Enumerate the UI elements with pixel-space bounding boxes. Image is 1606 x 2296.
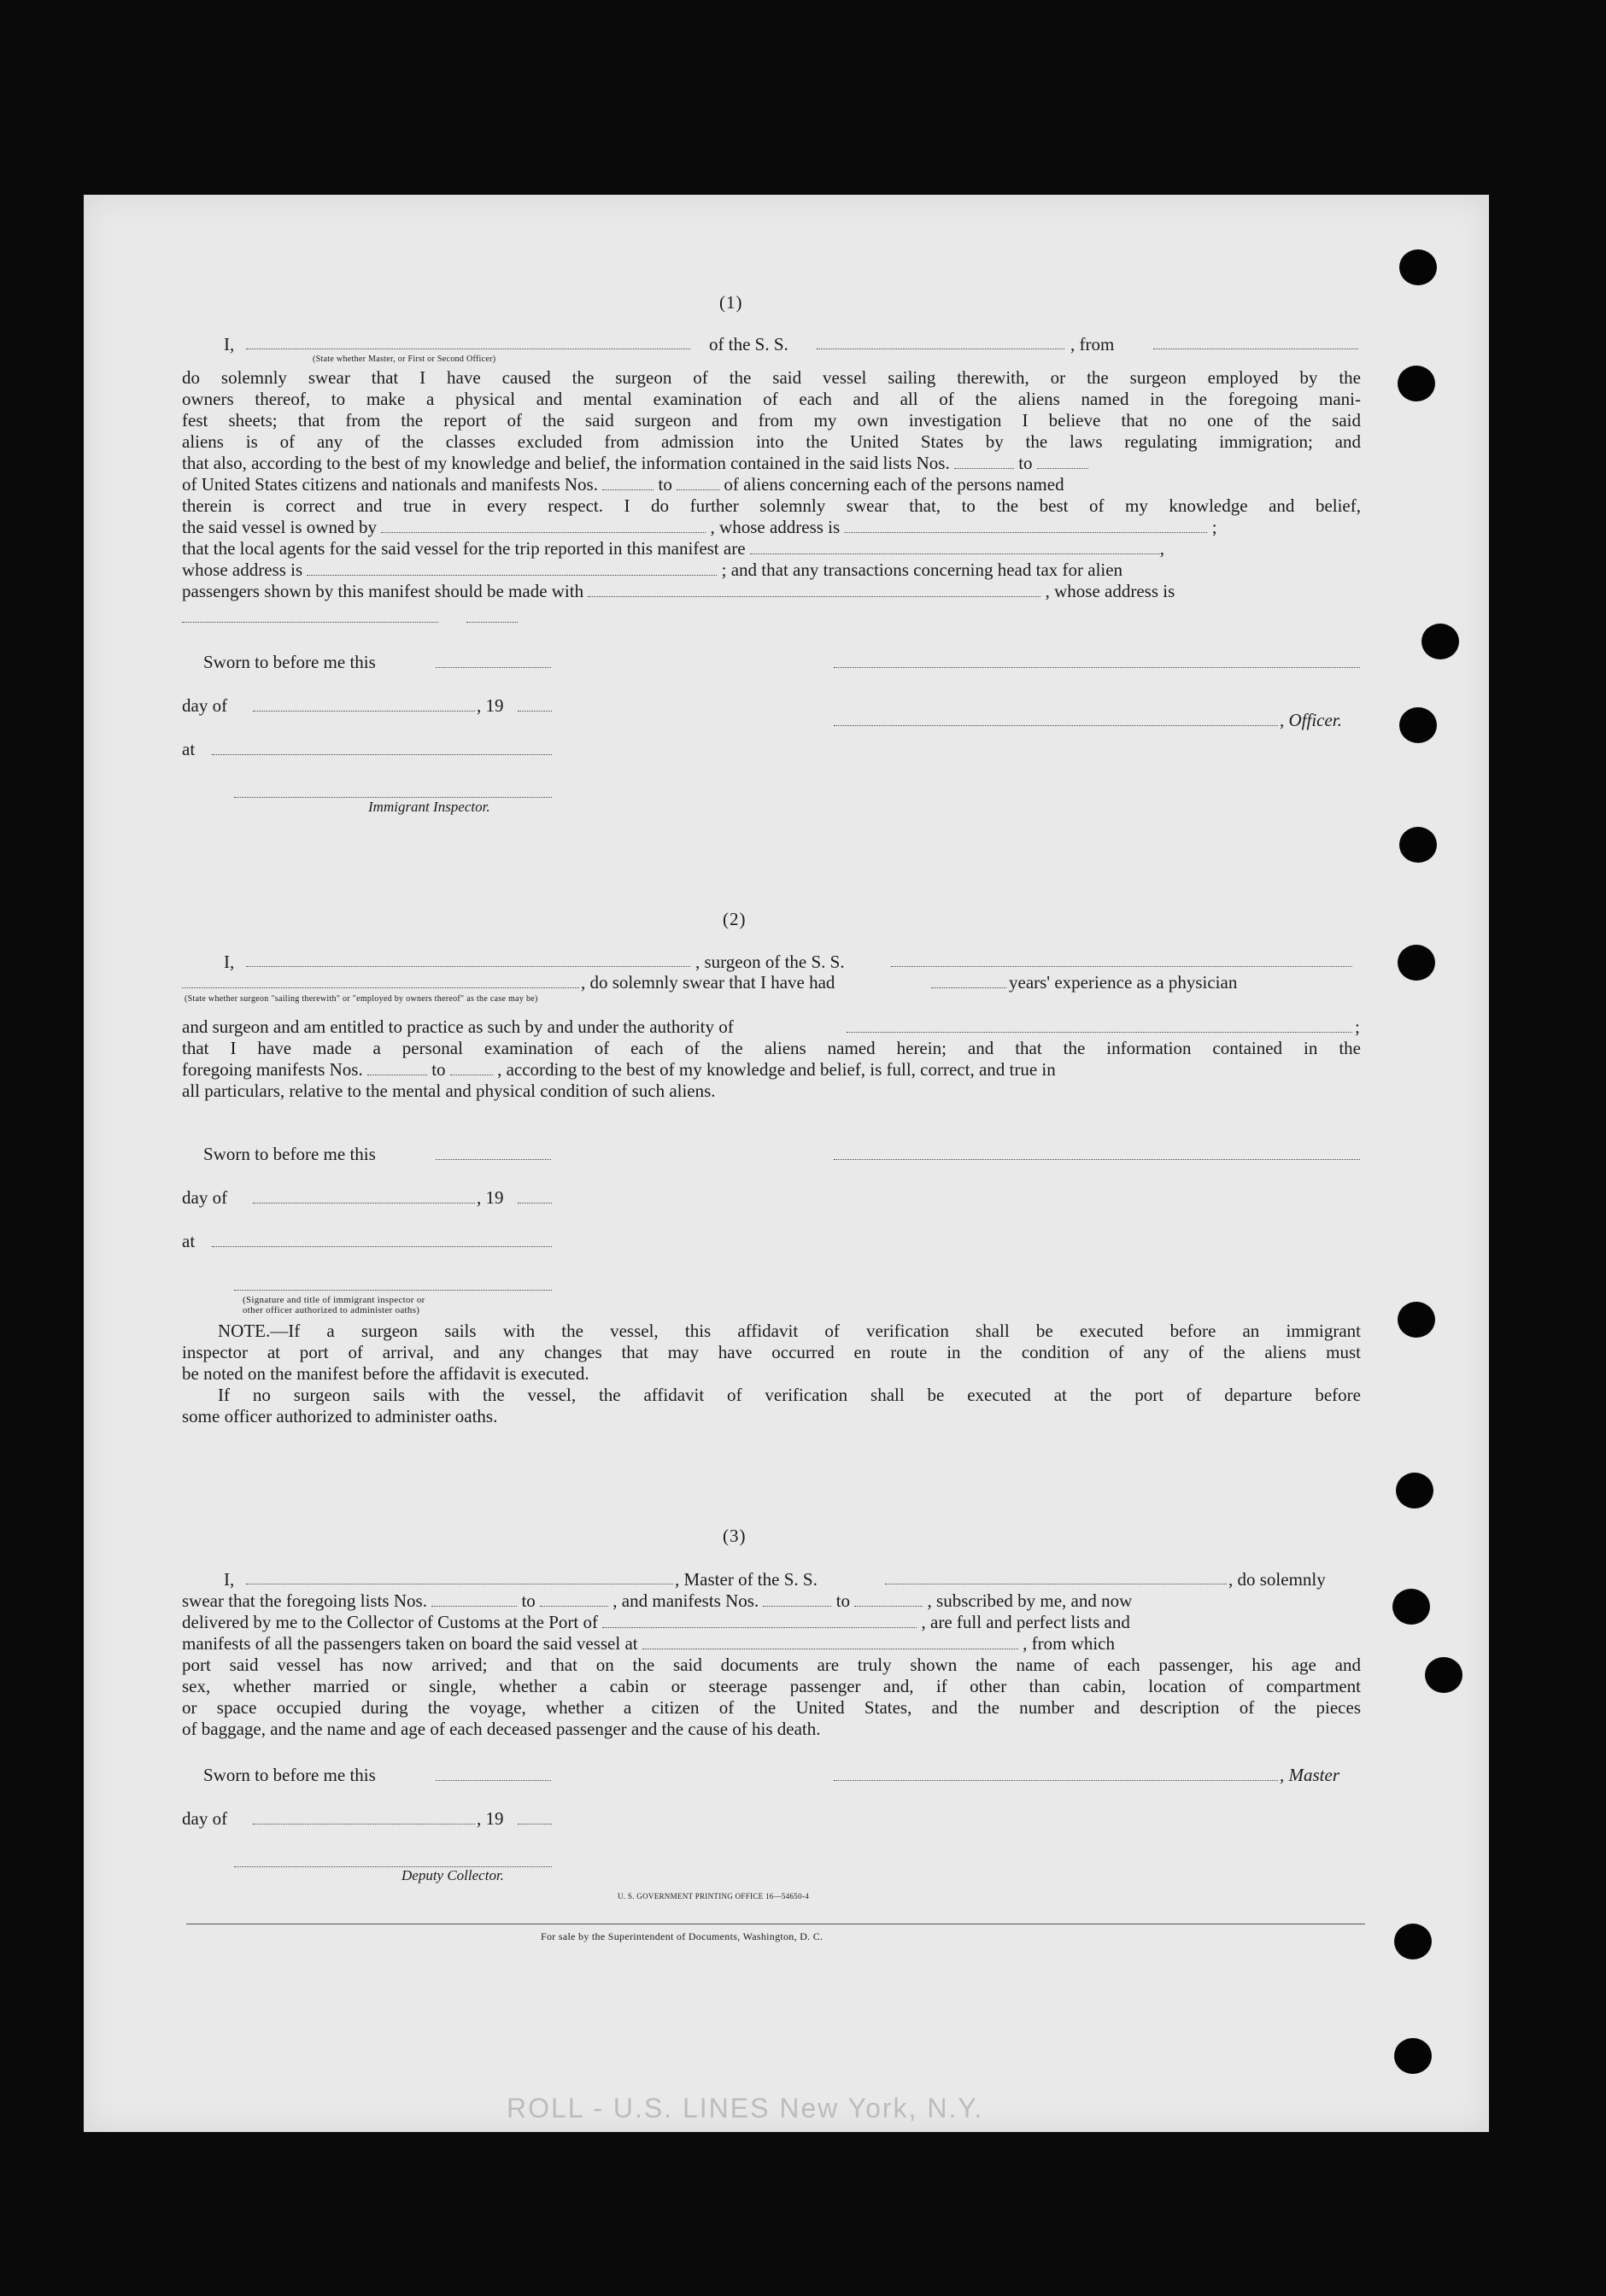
s1-aliens-text: of aliens concerning each of the persons named <box>724 474 1064 495</box>
s1-to-label: to <box>1018 453 1033 473</box>
s2-sworn-label: Sworn to before me this <box>203 1144 376 1164</box>
s1-year-label: , 19 <box>477 695 504 716</box>
s3-line: sex, whether married or single, whether a cabin or steerage passenger and, if other than cabin, location of compartment <box>182 1676 1361 1696</box>
s2-years-field[interactable] <box>931 987 1006 988</box>
stamp-text-2: New York, N.Y. <box>779 2093 984 2123</box>
s3-subscribed-text: , subscribed by me, and now <box>927 1590 1133 1611</box>
s1-whose-address-text-2: , whose address is <box>1045 581 1175 601</box>
s3-line-port <box>182 1612 1361 1633</box>
s1-address-text: , whose address is <box>710 517 841 537</box>
s3-master-label: , Master <box>1280 1765 1339 1785</box>
s3-to-label-2: to <box>835 1590 851 1611</box>
s1-from-field[interactable] <box>1153 348 1358 349</box>
s3-to-label: to <box>521 1590 536 1611</box>
s3-master-of-label: , Master of the S. S. <box>675 1569 818 1590</box>
s1-year-field[interactable] <box>518 711 552 712</box>
s1-at-field[interactable] <box>212 754 552 755</box>
note-line: be noted on the manifest before the affidavit is executed. <box>182 1363 589 1384</box>
s1-agents-field[interactable] <box>750 541 1160 554</box>
s3-list-from-field[interactable] <box>431 1593 517 1607</box>
s3-list-to-field[interactable] <box>540 1593 608 1607</box>
microfilm-stamp <box>507 2093 983 2124</box>
sale-notice: For sale by the Superintendent of Documents, Washington, D. C. <box>541 1930 824 1942</box>
s1-officer-name-field[interactable] <box>246 348 690 349</box>
note-line: If no surgeon sails with the vessel, the affidavit of verification shall be executed at the port of departure before <box>218 1385 1361 1405</box>
form-sheet <box>84 195 1489 2132</box>
s1-inspector-label: Immigrant Inspector. <box>368 799 490 815</box>
note-line: NOTE.—If a surgeon sails with the vessel, this affidavit of verification shall be executed before an immigrant <box>218 1321 1361 1341</box>
s2-i-label: I, <box>224 952 235 972</box>
s1-owner-address-field[interactable] <box>844 519 1207 533</box>
s1-inspector-signature-field[interactable] <box>234 797 552 798</box>
s1-agents-address-field[interactable] <box>307 562 717 576</box>
s3-sworn-day-field[interactable] <box>436 1780 551 1781</box>
s3-line: or space occupied during the voyage, whether a citizen of the United States, and the number and description of the pieces <box>182 1697 1361 1718</box>
s2-authority-label: and surgeon and am entitled to practice as such by and under the authority of <box>182 1016 734 1037</box>
s1-semicolon: ; <box>1211 517 1217 537</box>
s1-officer-label: , Officer. <box>1280 710 1342 730</box>
s3-line: of baggage, and the name and age of each deceased passenger and the cause of his death. <box>182 1719 821 1739</box>
s1-i-label: I, <box>224 334 235 354</box>
s3-manifest-from-field[interactable] <box>763 1593 831 1607</box>
s3-line-lists <box>182 1590 1361 1612</box>
section-number: (1) <box>719 292 743 313</box>
s1-line: owners thereof, to make a physical and mental examination of each and all of the aliens named in the foregoing mani- <box>182 389 1361 409</box>
punch-hole-icon <box>1392 1589 1430 1625</box>
s1-line: fest sheets; that from the report of the said surgeon and from my own investigation I believe that no one of the said <box>182 410 1361 430</box>
gpo-imprint: U. S. GOVERNMENT PRINTING OFFICE 16—54650-4 <box>618 1892 809 1901</box>
s1-to-label: to <box>658 474 672 495</box>
punch-hole-icon <box>1394 2038 1432 2074</box>
s1-from-label: , from <box>1070 334 1115 354</box>
s3-port-field[interactable] <box>602 1614 917 1628</box>
s1-owned-text: the said vessel is owned by <box>182 517 378 537</box>
s3-from-which-text: , from which <box>1023 1633 1115 1654</box>
s2-surgeon-type-field[interactable] <box>182 987 579 988</box>
s1-headtax-text: ; and that any transactions concerning head tax for alien <box>721 559 1123 580</box>
s2-sig-caption: other officer authorized to administer oaths) <box>243 1305 420 1315</box>
s1-headtax-address-field-2[interactable] <box>466 622 518 623</box>
s2-authority-field[interactable] <box>847 1032 1352 1033</box>
s1-ss-label: of the S. S. <box>709 334 788 354</box>
s1-line: therein is correct and true in every respect. I do further solemnly swear that, to the best of my knowledge and belief, <box>182 495 1361 516</box>
punch-hole-icon <box>1399 707 1437 743</box>
s2-semicolon: ; <box>1355 1016 1360 1037</box>
s1-whose-address-text: whose address is <box>182 559 303 580</box>
s2-at-label: at <box>182 1231 196 1251</box>
s3-line: port said vessel has now arrived; and that on the said documents are truly shown the name of each passenger, his age and <box>182 1655 1361 1675</box>
s2-day-label: day of <box>182 1187 228 1208</box>
s3-departure-port-field[interactable] <box>642 1636 1018 1649</box>
section-number: (2) <box>723 909 747 929</box>
s2-experience-label: years' experience as a physician <box>1009 972 1238 993</box>
s1-signature-field[interactable] <box>834 667 1360 668</box>
s1-officer-caption: (State whether Master, or First or Second Officer) <box>313 354 496 364</box>
s1-manifest-to-field[interactable] <box>677 477 719 490</box>
s1-headtax-address-field[interactable] <box>182 622 438 623</box>
s1-month-field[interactable] <box>253 711 475 712</box>
section-number: (3) <box>723 1526 747 1546</box>
s1-line-manifests <box>182 474 1361 495</box>
s2-surgeon-name-field[interactable] <box>246 966 690 967</box>
punch-hole-icon <box>1396 1473 1433 1508</box>
s1-list-from-field[interactable] <box>954 455 1014 469</box>
s1-line: do solemnly swear that I have caused the surgeon of the said vessel sailing therewith, or the surgeon employed by the <box>182 367 1361 388</box>
s1-officer-signature-field[interactable] <box>834 725 1278 726</box>
s1-sworn-day-field[interactable] <box>436 667 551 668</box>
s1-passengers-text: passengers shown by this manifest should be made with <box>182 581 584 601</box>
s3-day-label: day of <box>182 1808 228 1829</box>
stamp-text: ROLL - U.S. LINES <box>507 2093 771 2123</box>
s1-vessel-field[interactable] <box>817 348 1064 349</box>
punch-hole-icon <box>1398 1302 1435 1338</box>
s2-month-field[interactable] <box>253 1203 475 1204</box>
s1-manifest-from-field[interactable] <box>602 477 654 490</box>
s1-line-owner <box>182 517 1361 538</box>
s2-line-manifests <box>182 1059 1361 1081</box>
s3-full-text: , are full and perfect lists and <box>921 1612 1130 1632</box>
punch-hole-icon <box>1421 624 1459 659</box>
s1-line-passengers <box>182 581 1361 602</box>
s1-list-to-field[interactable] <box>1037 455 1088 469</box>
s1-line: aliens is of any of the classes excluded from admission into the United States by the laws regulating immigration; and <box>182 431 1361 452</box>
s2-sig-caption: (Signature and title of immigrant inspector or <box>243 1295 425 1305</box>
note-line: inspector at port of arrival, and any changes that may have occurred en route in the condition of any of the aliens must <box>182 1342 1361 1362</box>
s1-headtax-field[interactable] <box>588 583 1040 597</box>
note-line: some officer authorized to administer oaths. <box>182 1406 498 1426</box>
s3-lists-text: swear that the foregoing lists Nos. <box>182 1590 427 1611</box>
s2-manifest-to-field[interactable] <box>450 1062 493 1075</box>
punch-hole-icon <box>1399 249 1437 285</box>
s3-manifests-all-text: manifests of all the passengers taken on board the said vessel at <box>182 1633 638 1654</box>
s1-manifests-text: of United States citizens and nationals and manifests Nos. <box>182 474 598 495</box>
s1-lists-text: that also, according to the best of my knowledge and belief, the information contained in the said lists Nos. <box>182 453 950 473</box>
s1-day-label: day of <box>182 695 228 716</box>
s3-deputy-label: Deputy Collector. <box>402 1867 504 1883</box>
s2-line: that I have made a personal examination of each of the aliens named herein; and that the information contained in the <box>182 1038 1361 1058</box>
s3-year-label: , 19 <box>477 1808 504 1829</box>
s3-delivered-text: delivered by me to the Collector of Customs at the Port of <box>182 1612 598 1632</box>
s2-signature-field[interactable] <box>834 1159 1360 1160</box>
punch-hole-icon <box>1425 1657 1462 1693</box>
s3-deputy-signature-field[interactable] <box>234 1866 552 1867</box>
s3-sworn-label: Sworn to before me this <box>203 1765 376 1785</box>
s2-sworn-day-field[interactable] <box>436 1159 551 1160</box>
s2-manifest-from-field[interactable] <box>367 1062 427 1075</box>
s2-to-label: to <box>431 1059 446 1080</box>
punch-hole-icon <box>1398 945 1435 981</box>
s2-manifests-text: foregoing manifests Nos. <box>182 1059 363 1080</box>
s2-inspector-signature-field[interactable] <box>234 1290 552 1291</box>
s3-master-signature-field[interactable] <box>834 1780 1278 1781</box>
s3-manifest-to-field[interactable] <box>854 1593 923 1607</box>
punch-hole-icon <box>1399 827 1437 863</box>
s1-line-lists <box>182 453 1361 474</box>
s2-year-label: , 19 <box>477 1187 504 1208</box>
s2-at-field[interactable] <box>212 1246 552 1247</box>
punch-hole-icon <box>1398 366 1435 401</box>
s2-year-field[interactable] <box>518 1203 552 1204</box>
s3-manifests-text: , and manifests Nos. <box>613 1590 759 1611</box>
s3-i-label: I, <box>224 1569 235 1590</box>
s1-owner-field[interactable] <box>381 519 706 533</box>
s1-line-agents: that the local agents for the said vessel for the trip reported in this manifest are , <box>182 538 1165 559</box>
s1-sworn-label: Sworn to before me this <box>203 652 376 672</box>
s1-agents-text: that the local agents for the said vessel for the trip reported in this manifest are <box>182 538 746 559</box>
s2-line: all particulars, relative to the mental and physical condition of such aliens. <box>182 1081 716 1101</box>
s2-surgeon-of-label: , surgeon of the S. S. <box>695 952 845 972</box>
s1-line-agent-address <box>182 559 1361 581</box>
s2-surgeon-caption: (State whether surgeon "sailing therewith" or "employed by owners thereof" as the case may be) <box>185 994 538 1004</box>
s2-vessel-field[interactable] <box>891 966 1352 967</box>
punch-hole-icon <box>1394 1924 1432 1959</box>
s2-full-text: , according to the best of my knowledge and belief, is full, correct, and true in <box>497 1059 1056 1080</box>
s2-swear-label: , do solemnly swear that I have had <box>581 972 835 993</box>
s1-at-label: at <box>182 739 196 759</box>
s3-line-vessel-at <box>182 1633 1361 1655</box>
s3-solemnly-label: , do solemnly <box>1228 1569 1326 1590</box>
